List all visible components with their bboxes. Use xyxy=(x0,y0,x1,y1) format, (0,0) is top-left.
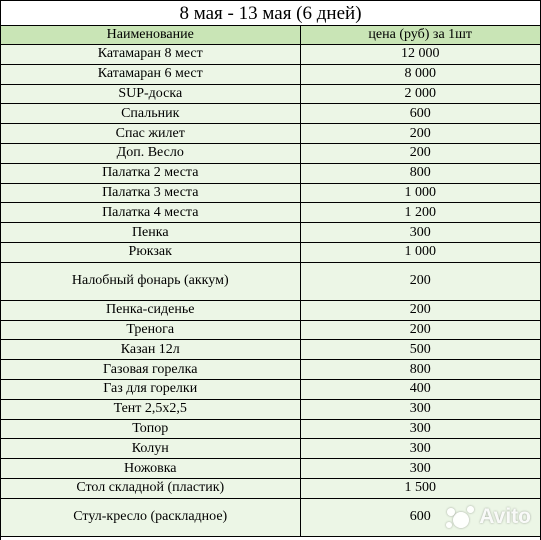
item-price: 200 xyxy=(300,143,540,163)
table-header-row xyxy=(1,26,540,45)
item-name: Стул-кресло (раскладное) xyxy=(1,498,300,536)
item-name: Ножовка xyxy=(1,459,300,479)
item-name: Газовая горелка xyxy=(1,360,300,380)
table-row xyxy=(1,183,540,203)
table-row xyxy=(1,143,540,163)
item-name: Рюкзак xyxy=(1,242,300,262)
item-name: Катамаран 6 мест xyxy=(1,64,300,84)
item-name: Палатка 2 места xyxy=(1,163,300,183)
page-title: 8 мая - 13 мая (6 дней) xyxy=(1,0,540,26)
table-row xyxy=(1,419,540,439)
table-row xyxy=(1,262,540,300)
item-name: Катамаран 8 мест xyxy=(1,45,300,65)
column-header-name: Наименование xyxy=(1,26,300,45)
item-price: 200 xyxy=(300,262,540,300)
item-price: 300 xyxy=(300,439,540,459)
table-row xyxy=(1,340,540,360)
table-row xyxy=(1,84,540,104)
item-price: 1 500 xyxy=(300,478,540,498)
table-row xyxy=(1,223,540,243)
item-name: Спас жилет xyxy=(1,124,300,144)
item-name: Палатка 3 места xyxy=(1,183,300,203)
table-row xyxy=(1,163,540,183)
item-price: 1 000 xyxy=(300,183,540,203)
item-price: 12 000 xyxy=(300,45,540,65)
item-price: 200 xyxy=(300,124,540,144)
table-row xyxy=(1,459,540,479)
avito-dots-icon xyxy=(445,504,475,530)
price-table xyxy=(1,26,540,537)
item-price: 300 xyxy=(300,223,540,243)
item-name: Стол складной (пластик) xyxy=(1,478,300,498)
table-row xyxy=(1,320,540,340)
item-price: 500 xyxy=(300,340,540,360)
column-header-price: цена (руб) за 1шт xyxy=(300,26,540,45)
item-price: 800 xyxy=(300,163,540,183)
item-name: Казан 12л xyxy=(1,340,300,360)
item-name: Тент 2,5х2,5 xyxy=(1,399,300,419)
item-name: Палатка 4 места xyxy=(1,203,300,223)
table-row xyxy=(1,124,540,144)
table-row xyxy=(1,360,540,380)
item-name: Пенка-сиденье xyxy=(1,300,300,320)
item-price: 200 xyxy=(300,320,540,340)
item-price: 600 xyxy=(300,498,540,536)
table-row xyxy=(1,242,540,262)
item-price: 8 000 xyxy=(300,64,540,84)
item-name: Колун xyxy=(1,439,300,459)
item-name: Тренога xyxy=(1,320,300,340)
table-row xyxy=(1,439,540,459)
item-name: Спальник xyxy=(1,104,300,124)
item-price: 300 xyxy=(300,419,540,439)
item-name: Газ для горелки xyxy=(1,379,300,399)
item-price: 2 000 xyxy=(300,84,540,104)
table-row xyxy=(1,379,540,399)
item-name: Топор xyxy=(1,419,300,439)
avito-watermark xyxy=(445,504,531,530)
table-row xyxy=(1,203,540,223)
watermark-text: Avito xyxy=(479,505,531,528)
item-price: 400 xyxy=(300,379,540,399)
item-price: 300 xyxy=(300,399,540,419)
item-price: 200 xyxy=(300,300,540,320)
item-name: Доп. Весло xyxy=(1,143,300,163)
item-name: Пенка xyxy=(1,223,300,243)
item-name: SUP-доска xyxy=(1,84,300,104)
item-name: Налобный фонарь (аккум) xyxy=(1,262,300,300)
table-row xyxy=(1,478,540,498)
item-price: 1 000 xyxy=(300,242,540,262)
item-price: 600 xyxy=(300,104,540,124)
table-row xyxy=(1,64,540,84)
table-row xyxy=(1,300,540,320)
table-row xyxy=(1,399,540,419)
item-price: 1 200 xyxy=(300,203,540,223)
item-price: 800 xyxy=(300,360,540,380)
table-row xyxy=(1,104,540,124)
table-row xyxy=(1,45,540,65)
item-price: 300 xyxy=(300,459,540,479)
